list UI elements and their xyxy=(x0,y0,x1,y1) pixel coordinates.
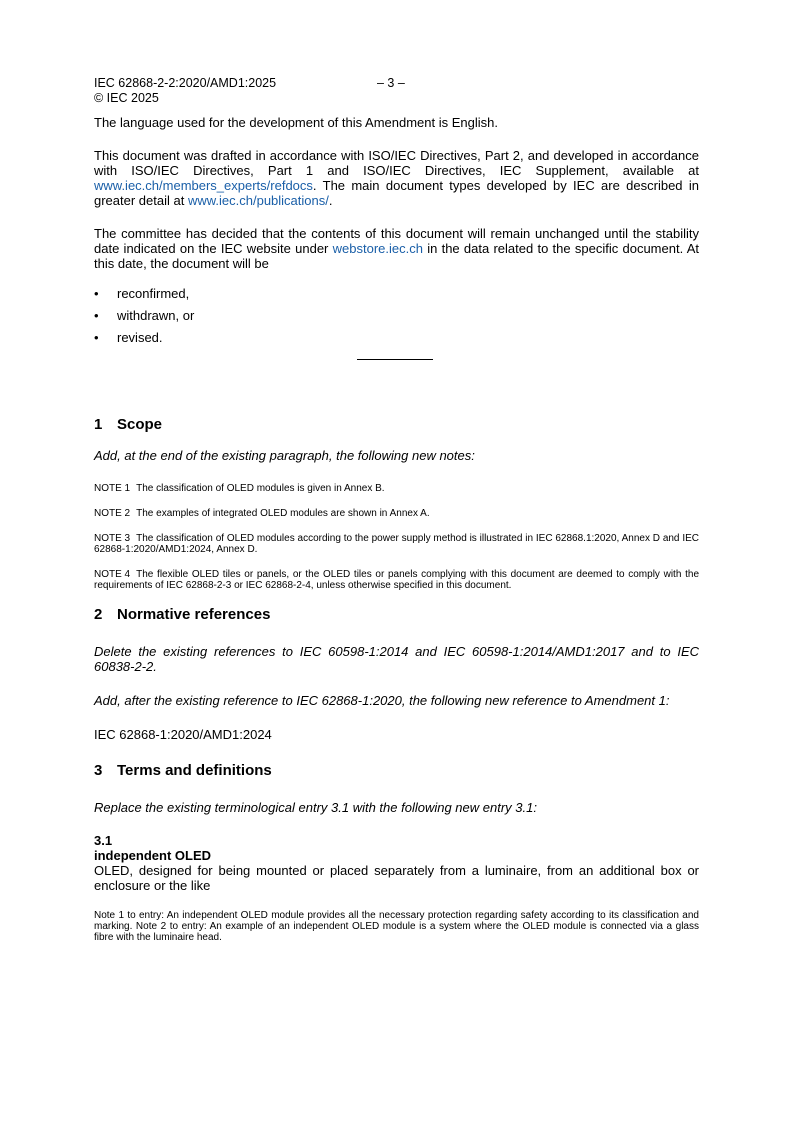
entry-notes: Note 1 to entry: An independent OLED module provides all the necessary protection regarding safety according to its classification and marking. Note 2 to entry: An example of an independent OLED module is a system where the OLED module is connected via a glass fibre with the luminaire head. xyxy=(94,910,699,943)
normative-add-instruction: Add, after the existing reference to IEC 62868-1:2020, the following new reference to Amendment 1: xyxy=(94,693,670,708)
copyright: © IEC 2025 xyxy=(94,91,159,105)
publications-link[interactable]: www.iec.ch/publications/ xyxy=(187,193,329,208)
page-number: – 3 – xyxy=(377,76,405,90)
scope-instruction: Add, at the end of the existing paragraph, the following new notes: xyxy=(94,448,475,463)
list-item: • withdrawn, or xyxy=(94,308,195,323)
language-statement: The language used for the development of this Amendment is English. xyxy=(94,115,498,130)
normative-delete-instruction: Delete the existing references to IEC 60598-1:2014 and IEC 60598-1:2014/AMD1:2017 and to IEC 60838-2-2. xyxy=(94,644,699,674)
list-item: • revised. xyxy=(94,330,163,345)
drafting-paragraph: This document was drafted in accordance with ISO/IEC Directives, Part 2, and developed in accordance with ISO/IEC Directives, Part 1 and ISO/IEC Directives, IEC Supplement, available at www.iec.ch/members_experts/refdocs. The main document types developed by IEC are described in greater detail at www.iec.ch/publications/. xyxy=(94,148,699,208)
term-name: independent OLED xyxy=(94,848,211,863)
section-heading-terms: 3 Terms and definitions xyxy=(94,762,272,779)
refdocs-link[interactable]: www.iec.ch/members_experts/refdocs xyxy=(94,178,313,193)
section-heading-scope: 1 Scope xyxy=(94,416,163,433)
note-4: NOTE 4 The flexible OLED tiles or panels, or the OLED tiles or panels complying with this document are deemed to comply with the requirements of IEC 62868-2-3 or IEC 62868-2-4, unless otherwise specified in this document. xyxy=(94,569,699,591)
document-page xyxy=(94,76,699,943)
note-1: NOTE 1 The classification of OLED modules is given in Annex B. xyxy=(94,483,385,494)
section-divider xyxy=(357,359,433,360)
list-item: • reconfirmed, xyxy=(94,286,190,301)
note-3: NOTE 3 The classification of OLED modules according to the power supply method is illustrated in IEC 62868.1:2020, Annex D and IEC 62868-1:2020/AMD1:2024, Annex D. xyxy=(94,533,699,555)
status-list xyxy=(94,286,699,352)
term-definition: OLED, designed for being mounted or placed separately from a luminaire, from an additional box or enclosure or the like xyxy=(94,863,699,893)
terms-instruction: Replace the existing terminological entry 3.1 with the following new entry 3.1: xyxy=(94,800,537,815)
normative-reference: IEC 62868-1:2020/AMD1:2024 xyxy=(94,727,272,742)
entry-number: 3.1 xyxy=(94,833,113,848)
committee-paragraph: The committee has decided that the contents of this document will remain unchanged until the stability date indicated on the IEC website under webstore.iec.ch in the data related to the specific document. At this date, the document will be xyxy=(94,226,700,271)
webstore-link[interactable]: webstore.iec.ch xyxy=(332,241,423,256)
note-2: NOTE 2 The examples of integrated OLED modules are shown in Annex A. xyxy=(94,508,430,519)
doc-id: IEC 62868-2-2:2020/AMD1:2025 xyxy=(94,76,277,90)
page-header xyxy=(94,76,699,106)
section-heading-normative-references: 2 Normative references xyxy=(94,606,271,623)
